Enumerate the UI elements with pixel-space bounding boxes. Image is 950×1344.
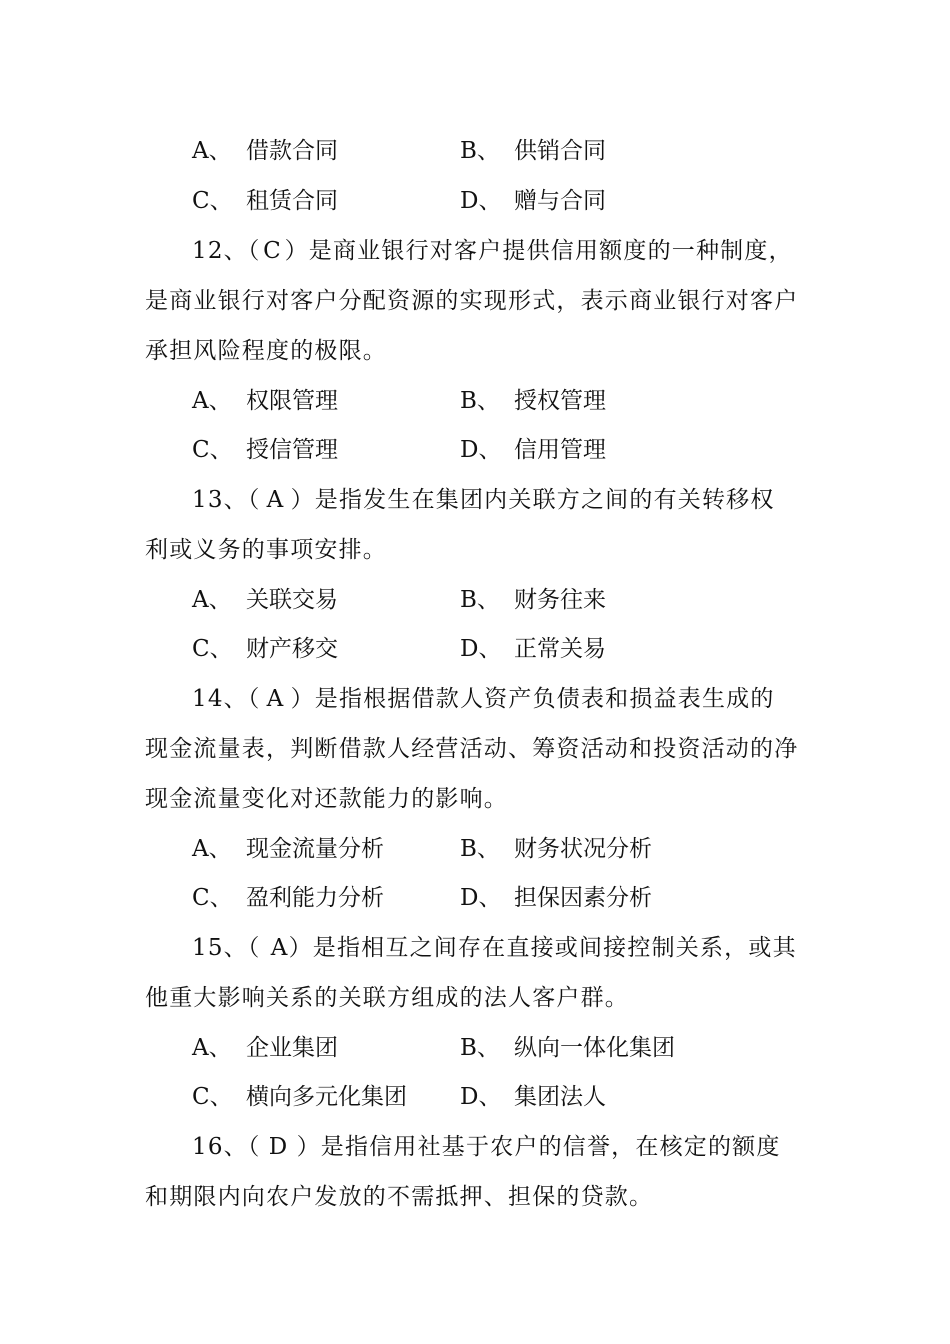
option-letter: D、	[460, 437, 502, 463]
q13-stem-line1	[192, 485, 775, 515]
option-letter: B、	[460, 587, 500, 613]
answer-letter: C	[263, 238, 282, 264]
option-text: 权限管理	[246, 388, 338, 414]
q12-stem-line3: 承担风险程度的极限。	[145, 338, 387, 364]
option-letter: D、	[460, 188, 502, 214]
q15-stem-line2: 他重大影响关系的关联方组成的法人客户群。	[145, 985, 629, 1011]
question-number: 12、	[192, 238, 248, 264]
question-number: 14、	[192, 686, 248, 712]
option-letter: C、	[192, 437, 233, 463]
option-text: 财务往来	[514, 587, 606, 613]
option-letter: A、	[192, 1035, 232, 1061]
bracket-close: ）	[288, 935, 313, 961]
option-letter: A、	[192, 836, 232, 862]
option-text: 财务状况分析	[514, 836, 652, 862]
stem-text: 是指根据借款人资产负债表和损益表生成的	[314, 686, 775, 712]
option-text: 现金流量分析	[246, 836, 384, 862]
bracket-close: ）	[296, 1134, 321, 1160]
question-number: 13、	[192, 487, 248, 513]
option-letter: B、	[460, 388, 500, 414]
bracket-open: （	[247, 238, 261, 264]
option-text: 赠与合同	[514, 188, 606, 214]
option-text: 正常关易	[514, 636, 606, 662]
option-text: 财产移交	[246, 636, 338, 662]
bracket-open: （	[247, 686, 261, 712]
q12-stem-line2: 是商业银行对客户分配资源的实现形式，表示商业银行对客户	[145, 288, 799, 314]
option-text: 企业集团	[246, 1035, 338, 1061]
answer-letter: A	[266, 686, 285, 712]
option-letter: B、	[460, 836, 500, 862]
answer-letter: A	[266, 487, 285, 513]
question-number: 15、	[192, 935, 248, 961]
option-text: 横向多元化集团	[246, 1084, 407, 1110]
bracket-close: ）	[290, 686, 315, 712]
stem-text: 是指相互之间存在直接或间接控制关系，或其	[312, 935, 797, 961]
option-letter: D、	[460, 885, 502, 911]
q14-stem-line1	[192, 684, 775, 714]
option-text: 担保因素分析	[514, 885, 652, 911]
option-letter: D、	[460, 636, 502, 662]
bracket-open: （	[247, 935, 261, 961]
option-letter: C、	[192, 1084, 233, 1110]
stem-text: 是指信用社基于农户的信誉，在核定的额度	[320, 1134, 781, 1160]
answer-letter: A	[270, 935, 289, 961]
q14-stem-line2: 现金流量表，判断借款人经营活动、筹资活动和投资活动的净	[145, 736, 799, 762]
option-letter: D、	[460, 1084, 502, 1110]
option-letter: A、	[192, 138, 232, 164]
bracket-close: ）	[290, 487, 315, 513]
stem-text: 是指发生在集团内关联方之间的有关转移权	[314, 487, 775, 513]
option-letter: B、	[460, 138, 500, 164]
q13-stem-line2: 利或义务的事项安排。	[145, 537, 387, 563]
question-number: 16、	[192, 1134, 248, 1160]
option-text: 授权管理	[514, 388, 606, 414]
bracket-open: （	[247, 1134, 261, 1160]
bracket-close: ）	[284, 238, 309, 264]
option-letter: C、	[192, 188, 233, 214]
option-text: 授信管理	[246, 437, 338, 463]
option-text: 租赁合同	[246, 188, 338, 214]
q14-stem-line3: 现金流量变化对还款能力的影响。	[145, 786, 508, 812]
q16-stem-line1	[192, 1132, 781, 1162]
option-text: 关联交易	[246, 587, 338, 613]
option-text: 信用管理	[514, 437, 606, 463]
q15-stem-line1	[192, 933, 797, 963]
option-text: 供销合同	[514, 138, 606, 164]
option-letter: C、	[192, 636, 233, 662]
option-text: 借款合同	[246, 138, 338, 164]
answer-letter: D	[268, 1134, 289, 1160]
option-letter: A、	[192, 587, 232, 613]
q16-stem-line2: 和期限内向农户发放的不需抵押、担保的贷款。	[145, 1184, 654, 1210]
option-text: 集团法人	[514, 1084, 606, 1110]
option-letter: A、	[192, 388, 232, 414]
option-letter: C、	[192, 885, 233, 911]
option-letter: B、	[460, 1035, 500, 1061]
option-text: 纵向一体化集团	[514, 1035, 675, 1061]
stem-text: 是商业银行对客户提供信用额度的一种制度，	[308, 238, 793, 264]
bracket-open: （	[247, 487, 261, 513]
q12-stem-line1	[192, 236, 793, 266]
option-text: 盈利能力分析	[246, 885, 384, 911]
